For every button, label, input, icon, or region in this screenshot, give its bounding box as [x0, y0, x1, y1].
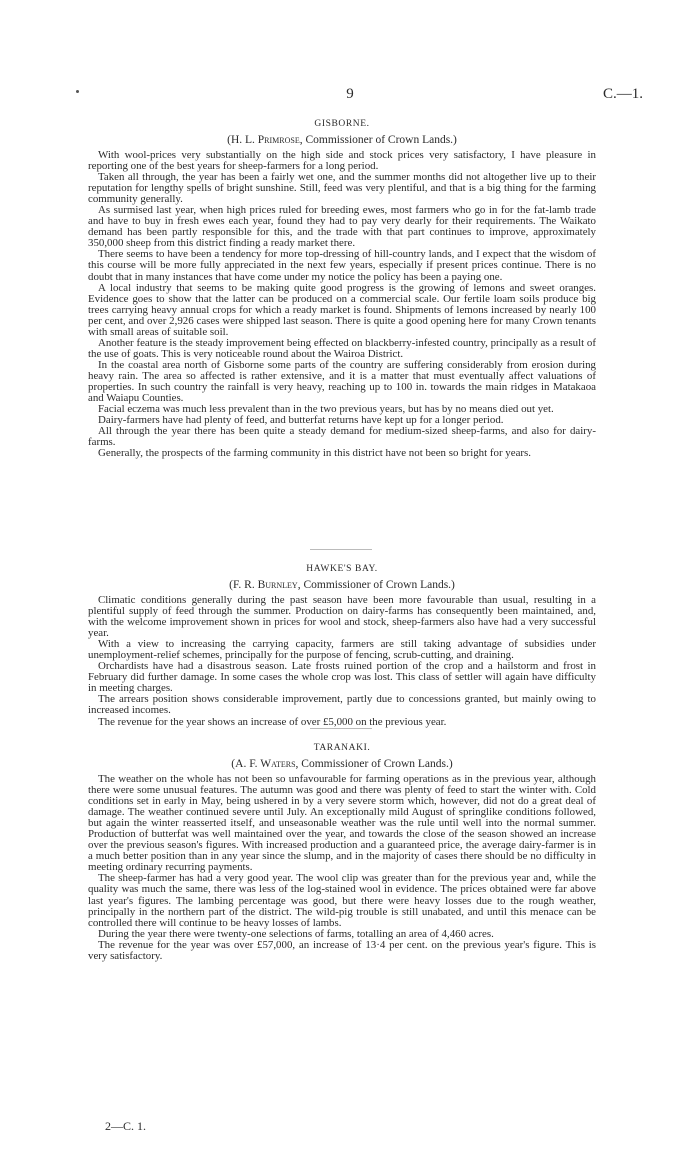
paragraph: The sheep-farmer has had a very good year. The wool clip was greater than for the previous year and, while the quality was much the same, there was less of the log-stained wool in evidence. The prices obtained were far above last year's figures. The lambing percentage was good, but there were heavy losses due to the rough weather, principally in the northern part of the district. The wild-pig trouble is still unabated, and until this menace can be controlled there will continue to be heavy losses of lambs. [88, 872, 596, 929]
paragraph: Taken all through, the year has been a fairly wet one, and the summer months did not altogether live up to their reputation for lengthy spells of bright sunshine. Still, feed was very plentiful, and that is a big thing for the farming community generally. [88, 171, 596, 206]
paragraph: With wool-prices very substantially on the high side and stock prices very satisfactory, I have pleasure in reporting one of the best years for sheep-farmers for a long period. [88, 149, 596, 173]
commissioner-line: (H. L. Primrose, Commissioner of Crown Lands.) [227, 134, 457, 146]
paragraph: There seems to have been a tendency for more top-dressing of hill-country lands, and I expect that the wisdom of this course will be more fully appreciated in the next few years, especially if present prices continue. There is no doubt that in many instances that have come under my notice the policy has been a paying one. [88, 248, 596, 283]
paragraph: The weather on the whole has not been so unfavourable for farming operations as in the previous year, although there were some unusual features. The autumn was good and there was plenty of feed to start the winter with. Cold conditions set in early in May, being ushered in by a very severe storm which, however, did not do a great deal of damage. The weather continued severe until July. An exceptionally mild August of springlike conditions followed, but again the winter reasserted itself, and unseasonable weather was the rule until well into the normal summer. Production of butterfat was well maintained over the year, and towards the close of the season showed an increase over the previous season's figures. With increased production and a guaranteed price, the average dairy-farmer is in a much better position than in any year since the slump, and in the majority of cases there should be no difficulty in meeting ordinary recurring payments. [88, 773, 596, 874]
paragraph: The arrears position shows considerable improvement, partly due to concessions granted, but mainly owing to increased incomes. [88, 693, 596, 717]
paragraph: The revenue for the year shows an increase of over £5,000 on the previous year. [98, 715, 447, 728]
page-number: 9 [346, 86, 354, 102]
section-gisborne [88, 119, 596, 459]
commissioner-name: A. F. Waters [235, 758, 296, 770]
section-divider [310, 549, 372, 550]
commissioner-line: (F. R. Burnley, Commissioner of Crown Lands.) [229, 579, 455, 591]
paragraph: With a view to increasing the carrying capacity, farmers are still taking advantage of subsidies under unemployment-relief schemes, principally for the purpose of fencing, scrub-cutting, and draining. [88, 638, 596, 662]
commissioner-name: F. R. Burnley [232, 579, 298, 591]
section-hawkes-bay [88, 564, 596, 728]
paragraph: In the coastal area north of Gisborne some parts of the country are suffering considerably from erosion during heavy rain. The area so affected is rather extensive, and it is a matter that must eventually affect valuations of properties. In such country the rainfall is very heavy, reaching up to 100 in. towards the main ridges in Matakaoa and Waiapu Counties. [88, 358, 596, 405]
section-divider [310, 728, 372, 729]
paragraph: Generally, the prospects of the farming community in this district have not been so bright for years. [98, 447, 531, 460]
paragraph: As surmised last year, when high prices ruled for breeding ewes, most farmers who go in for the fat-lamb trade and have to buy in fresh ewes each year, found they had to pay very dearly for their requirements. The Waikato demand has been partly responsible for this, and the trade with that part continues to improve, approximately 350,000 sheep from this district finding a ready market there. [88, 204, 596, 250]
commissioner-role: , Commissioner of Crown Lands.) [297, 579, 455, 591]
section-taranaki [88, 743, 596, 962]
commissioner-role: , Commissioner of Crown Lands.) [299, 134, 457, 146]
paragraph: All through the year there has been quite a steady demand for medium-sized sheep-farms, and also for dairy-farms. [88, 425, 596, 449]
section-title: TARANAKI. [313, 743, 371, 753]
paragraph: The revenue for the year was over £57,000, an increase of 13·4 per cent. on the previous year's figure. This is very satisfactory. [88, 938, 596, 962]
section-title: GISBORNE. [314, 119, 370, 129]
paragraph: Facial eczema was much less prevalent than in the two previous years, but has by no means died out yet. [98, 403, 554, 416]
paragraph: Dairy-farmers have had plenty of feed, and butterfat returns have kept up for a longer period. [98, 414, 504, 427]
paragraph: A local industry that seems to be making quite good progress is the growing of lemons and sweet oranges. Evidence goes to show that the latter can be produced on a commercial scale. Our fertile loam soils produce big trees carrying heavy annual crops for which a ready market is found. Shipments of lemons increased by nearly 100 per cent, and over 2,926 cases were shipped last season. There is quite a good opening here for many Crown tenants with small areas of suitable soil. [88, 281, 596, 338]
document-reference: C.—1. [603, 86, 644, 102]
commissioner-role: , Commissioner of Crown Lands.) [295, 758, 453, 770]
commissioner-name: H. L. Primrose [230, 134, 300, 146]
paragraph: Orchardists have had a disastrous season. Late frosts ruined portion of the crop and a hailstorm and frost in February did further damage. In some cases the whole crop was lost. This class of settler will again have difficulty in meeting charges. [88, 660, 596, 695]
paragraph: During the year there were twenty-one selections of farms, totalling an area of 4,460 acres. [98, 927, 494, 940]
section-title: HAWKE'S BAY. [306, 564, 378, 574]
paragraph: Another feature is the steady improvement being effected on blackberry-infested country, principally as a result of the use of goats. This is very noticeable round about the Wairoa District. [88, 336, 596, 360]
paragraph: Climatic conditions generally during the past season have been more favourable than usual, resulting in a plentiful supply of feed through the summer. Production on dairy-farms has consequently been maintained, and, with the welcome improvement shown in prices for wool and stock, sheep-farmers also have had a very successful year. [88, 594, 596, 640]
commissioner-line: (A. F. Waters, Commissioner of Crown Lands.) [231, 758, 453, 770]
signature-mark: 2—C. 1. [105, 1119, 147, 1133]
